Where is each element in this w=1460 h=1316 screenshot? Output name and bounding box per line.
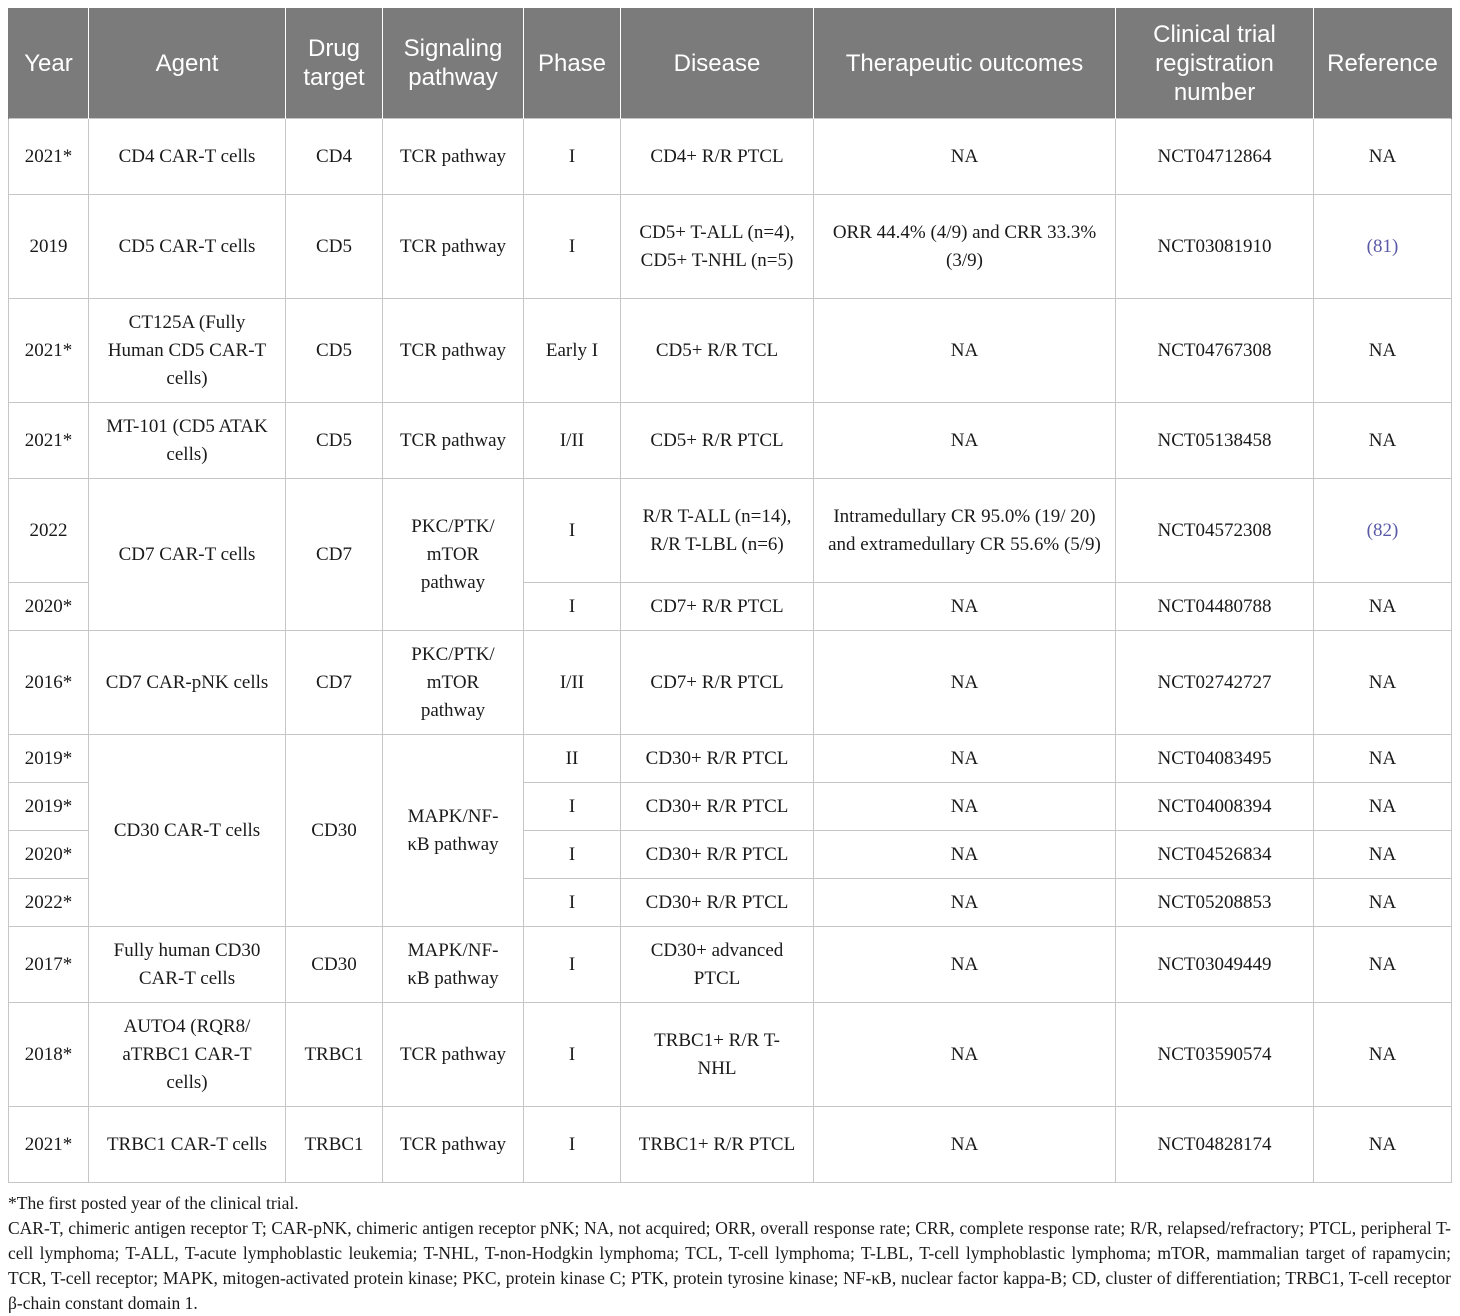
cell-reference: NA	[1314, 831, 1452, 879]
cell-disease: TRBC1+ R/R PTCL	[621, 1107, 814, 1183]
cell-reference: NA	[1314, 119, 1452, 195]
header-registration-number: Clinical trial registration number	[1116, 8, 1314, 119]
cell-outcome: NA	[814, 831, 1116, 879]
table-row	[9, 403, 1452, 479]
cell-year: 2020*	[9, 831, 89, 879]
cell-reference: NA	[1314, 1003, 1452, 1107]
cell-outcome: ORR 44.4% (4/9) and CRR 33.3% (3/9)	[814, 195, 1116, 299]
table-row	[9, 299, 1452, 403]
cell-reference: NA	[1314, 631, 1452, 735]
cell-nct: NCT05138458	[1116, 403, 1314, 479]
cell-nct: NCT04572308	[1116, 479, 1314, 583]
cell-agent: CD7 CAR-T cells	[89, 479, 286, 631]
table-row	[9, 631, 1452, 735]
cell-disease: CD30+ R/R PTCL	[621, 735, 814, 783]
cell-reference: NA	[1314, 879, 1452, 927]
cell-pathway: TCR pathway	[383, 195, 524, 299]
footnote-asterisk: *The first posted year of the clinical trial.	[8, 1193, 299, 1213]
header-therapeutic-outcomes: Therapeutic outcomes	[814, 8, 1116, 119]
cell-target: CD4	[286, 119, 383, 195]
header-signaling-pathway: Signaling pathway	[383, 8, 524, 119]
cell-nct: NCT04008394	[1116, 783, 1314, 831]
cell-year: 2021*	[9, 1107, 89, 1183]
table-footnotes	[8, 1191, 1451, 1316]
reference-link[interactable]: (82)	[1314, 479, 1452, 583]
cell-outcome: NA	[814, 1003, 1116, 1107]
cell-year: 2016*	[9, 631, 89, 735]
header-agent: Agent	[89, 8, 286, 119]
cell-target: CD7	[286, 479, 383, 631]
cell-disease: TRBC1+ R/R T-NHL	[621, 1003, 814, 1107]
cell-agent: CD4 CAR-T cells	[89, 119, 286, 195]
cell-phase: Early I	[524, 299, 621, 403]
cell-nct: NCT03590574	[1116, 1003, 1314, 1107]
cell-target: CD5	[286, 299, 383, 403]
cell-year: 2021*	[9, 299, 89, 403]
cell-disease: CD30+ advanced PTCL	[621, 927, 814, 1003]
cell-year: 2019*	[9, 735, 89, 783]
cell-reference: NA	[1314, 927, 1452, 1003]
cell-disease: CD30+ R/R PTCL	[621, 831, 814, 879]
table-row	[9, 735, 1452, 783]
cell-outcome: NA	[814, 631, 1116, 735]
cell-disease: CD5+ T-ALL (n=4), CD5+ T-NHL (n=5)	[621, 195, 814, 299]
cell-reference: NA	[1314, 783, 1452, 831]
cell-nct: NCT03049449	[1116, 927, 1314, 1003]
table-row	[9, 927, 1452, 1003]
table-row	[9, 1003, 1452, 1107]
cell-agent: Fully human CD30 CAR-T cells	[89, 927, 286, 1003]
cell-phase: I	[524, 879, 621, 927]
cell-phase: II	[524, 735, 621, 783]
cell-disease: CD7+ R/R PTCL	[621, 631, 814, 735]
cell-phase: I	[524, 583, 621, 631]
cell-phase: I/II	[524, 403, 621, 479]
cell-target: TRBC1	[286, 1003, 383, 1107]
cell-pathway: MAPK/NF-κB pathway	[383, 927, 524, 1003]
cell-pathway: TCR pathway	[383, 119, 524, 195]
cell-nct: NCT02742727	[1116, 631, 1314, 735]
cell-nct: NCT04526834	[1116, 831, 1314, 879]
cell-year: 2019	[9, 195, 89, 299]
cell-disease: CD7+ R/R PTCL	[621, 583, 814, 631]
cell-phase: I	[524, 927, 621, 1003]
table-wrapper	[8, 8, 1451, 1316]
header-reference: Reference	[1314, 8, 1452, 119]
cell-disease: CD5+ R/R PTCL	[621, 403, 814, 479]
header-row	[9, 8, 1452, 119]
cell-phase: I	[524, 1107, 621, 1183]
cell-pathway: TCR pathway	[383, 299, 524, 403]
cell-target: CD5	[286, 403, 383, 479]
cell-phase: I	[524, 783, 621, 831]
cell-reference: NA	[1314, 403, 1452, 479]
cell-phase: I	[524, 195, 621, 299]
cell-phase: I	[524, 479, 621, 583]
cell-disease: CD30+ R/R PTCL	[621, 879, 814, 927]
cell-outcome: NA	[814, 735, 1116, 783]
cell-outcome: NA	[814, 119, 1116, 195]
footnote-abbreviations: CAR-T, chimeric antigen receptor T; CAR-pNK, chimeric antigen receptor pNK; NA, not acquired; ORR, overall response rate; CRR, complete response rate; R/R, relapsed/refractory; PTCL, peripheral T-cell lymphoma; T-ALL, T-acute lymphoblastic leukemia; T-NHL, T-non-Hodgkin lymphoma; TCL, T-cell lymphoma; T-LBL, T-cell lymphoblastic lymphoma; mTOR, mammalian target of rapamycin; TCR, T-cell receptor; MAPK, mitogen-activated protein kinase; PKC, protein kinase C; PTK, protein tyrosine kinase; NF-κB, nuclear factor kappa-B; CD, cluster of differentiation; TRBC1, T-cell receptor β-chain constant domain 1.	[8, 1218, 1451, 1313]
table-row	[9, 479, 1452, 583]
cell-year: 2021*	[9, 119, 89, 195]
cell-outcome: NA	[814, 583, 1116, 631]
cell-nct: NCT04767308	[1116, 299, 1314, 403]
cell-outcome: NA	[814, 927, 1116, 1003]
cell-nct: NCT04712864	[1116, 119, 1314, 195]
cell-agent: CD5 CAR-T cells	[89, 195, 286, 299]
cell-outcome: NA	[814, 879, 1116, 927]
cell-target: CD30	[286, 927, 383, 1003]
cell-pathway: TCR pathway	[383, 1003, 524, 1107]
cell-reference: NA	[1314, 735, 1452, 783]
cell-pathway: PKC/PTK/ mTOR pathway	[383, 631, 524, 735]
header-year: Year	[9, 8, 89, 119]
cell-phase: I	[524, 831, 621, 879]
cell-agent: MT-101 (CD5 ATAK cells)	[89, 403, 286, 479]
cell-outcome: NA	[814, 1107, 1116, 1183]
cell-phase: I/II	[524, 631, 621, 735]
cell-year: 2018*	[9, 1003, 89, 1107]
cell-disease: CD30+ R/R PTCL	[621, 783, 814, 831]
cell-year: 2019*	[9, 783, 89, 831]
cell-year: 2022*	[9, 879, 89, 927]
cell-target: CD7	[286, 631, 383, 735]
cell-pathway: TCR pathway	[383, 1107, 524, 1183]
cell-pathway: TCR pathway	[383, 403, 524, 479]
cell-agent: CT125A (Fully Human CD5 CAR-T cells)	[89, 299, 286, 403]
cell-nct: NCT04480788	[1116, 583, 1314, 631]
cell-nct: NCT04083495	[1116, 735, 1314, 783]
table-row	[9, 119, 1452, 195]
cell-target: CD5	[286, 195, 383, 299]
cell-agent: CD30 CAR-T cells	[89, 735, 286, 927]
cell-agent: CD7 CAR-pNK cells	[89, 631, 286, 735]
header-drug-target: Drug target	[286, 8, 383, 119]
cell-phase: I	[524, 119, 621, 195]
cell-agent: TRBC1 CAR-T cells	[89, 1107, 286, 1183]
cell-pathway: PKC/PTK/ mTOR pathway	[383, 479, 524, 631]
cell-target: CD30	[286, 735, 383, 927]
header-phase: Phase	[524, 8, 621, 119]
cell-nct: NCT04828174	[1116, 1107, 1314, 1183]
cell-year: 2017*	[9, 927, 89, 1003]
cell-year: 2020*	[9, 583, 89, 631]
cell-year: 2022	[9, 479, 89, 583]
cell-reference: NA	[1314, 299, 1452, 403]
cell-outcome: NA	[814, 299, 1116, 403]
cell-reference: NA	[1314, 583, 1452, 631]
reference-link[interactable]: (81)	[1314, 195, 1452, 299]
cell-disease: CD4+ R/R PTCL	[621, 119, 814, 195]
cell-reference: NA	[1314, 1107, 1452, 1183]
cell-nct: NCT03081910	[1116, 195, 1314, 299]
cell-nct: NCT05208853	[1116, 879, 1314, 927]
cell-year: 2021*	[9, 403, 89, 479]
cell-outcome: Intramedullary CR 95.0% (19/ 20) and extramedullary CR 55.6% (5/9)	[814, 479, 1116, 583]
cell-outcome: NA	[814, 403, 1116, 479]
table-row	[9, 1107, 1452, 1183]
cell-disease: CD5+ R/R TCL	[621, 299, 814, 403]
clinical-trials-table	[8, 8, 1452, 1183]
table-row	[9, 195, 1452, 299]
cell-phase: I	[524, 1003, 621, 1107]
cell-disease: R/R T-ALL (n=14), R/R T-LBL (n=6)	[621, 479, 814, 583]
cell-agent: AUTO4 (RQR8/ aTRBC1 CAR-T cells)	[89, 1003, 286, 1107]
header-disease: Disease	[621, 8, 814, 119]
cell-target: TRBC1	[286, 1107, 383, 1183]
cell-outcome: NA	[814, 783, 1116, 831]
cell-pathway: MAPK/NF-κB pathway	[383, 735, 524, 927]
